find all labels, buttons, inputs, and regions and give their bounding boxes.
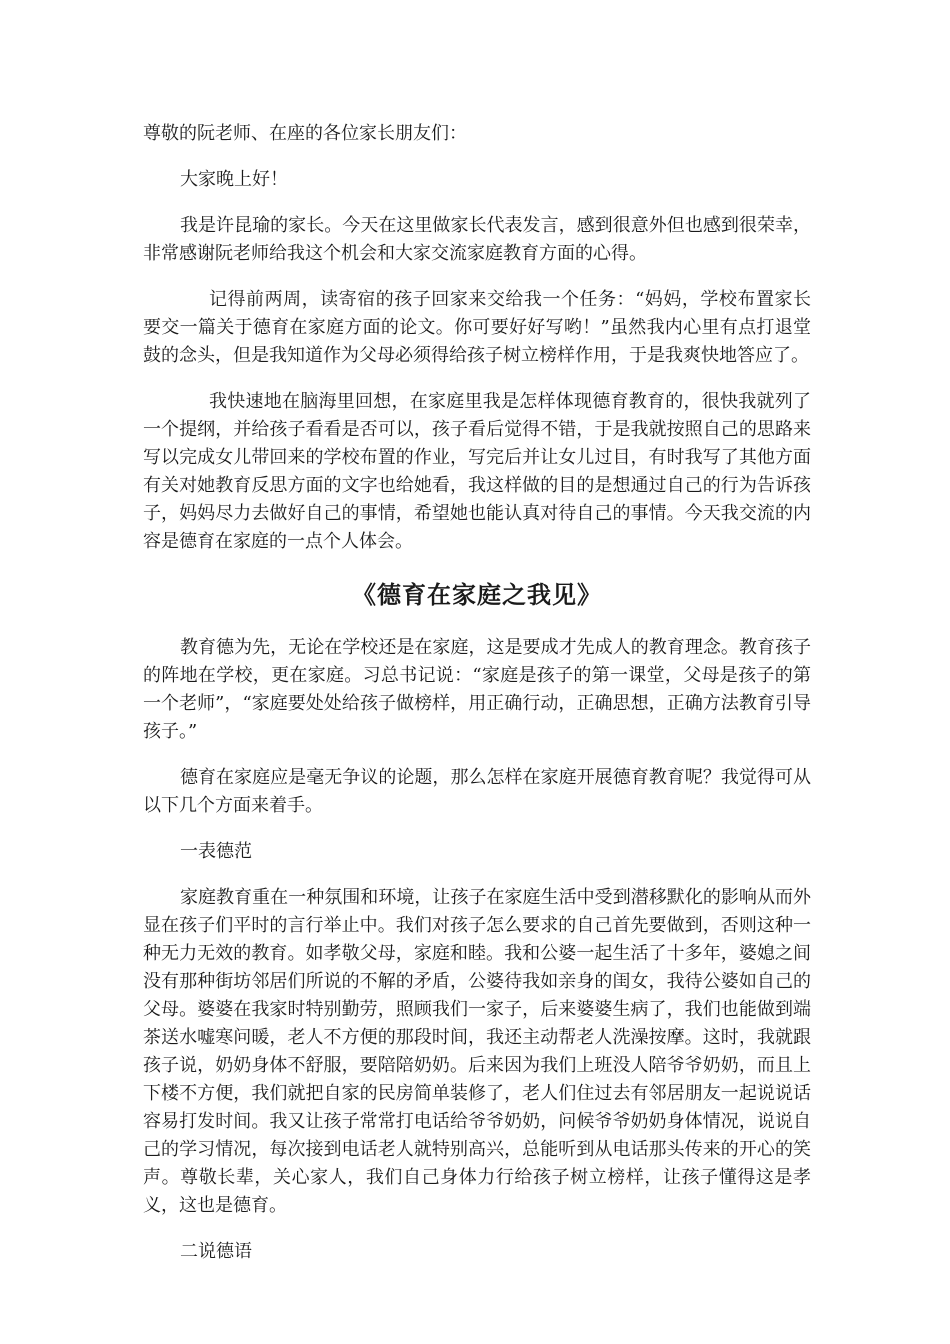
- salutation: 尊敬的阮老师、在座的各位家长朋友们：: [143, 123, 467, 144]
- greeting: 大家晚上好！: [180, 169, 288, 190]
- essay-paragraph-1: 教育德为先，无论在学校还是在家庭，这是要成才先成人的教育理念。教育孩子的阵地在学校，更在家庭。习总书记说：“家庭是孩子的第一课堂，父母是孩子的第一个老师”，“家庭要处处给孩子做榜样，用正确行动，正确思想，正确方法教育引导孩子。”: [143, 637, 811, 742]
- essay-paragraph-2: 德育在家庭应是毫无争议的论题，那么怎样在家庭开展德育教育呢？我觉得可从以下几个方面来着手。: [143, 767, 811, 816]
- intro-paragraph-1: 我是许昆瑜的家长。今天在这里做家长代表发言，感到很意外但也感到很荣幸，非常感谢阮老师给我这个机会和大家交流家庭教育方面的心得。: [143, 215, 811, 264]
- intro-paragraph-3: 我快速地在脑海里回想，在家庭里我是怎样体现德育教育的，很快我就列了一个提纲，并给孩子看看是否可以，孩子看后觉得不错，于是我就按照自己的思路来写以完成女儿带回来的学校布置的作业，写完后并让女儿过目，有时我写了其他方面有关对她教育反思方面的文字也给她看，我这样做的目的是想通过自己的行为告诉孩子，妈妈尽力去做好自己的事情，希望她也能认真对待自己的事情。今天我交流的内容是德育在家庭的一点个人体会。: [143, 391, 811, 552]
- essay-title: 《德育在家庭之我见》: [352, 581, 602, 609]
- document-page: [143, 120, 811, 1266]
- intro-paragraph-2: 记得前两周，读寄宿的孩子回家来交给我一个任务：“妈妈，学校布置家长要交一篇关于德育在家庭方面的论文。你可要好好写哟！”虽然我内心里有点打退堂鼓的念头，但是我知道作为父母必须得给孩子树立榜样作用，于是我爽快地答应了。: [143, 289, 811, 366]
- section-body-1: 家庭教育重在一种氛围和环境，让孩子在家庭生活中受到潜移默化的影响从而外显在孩子们平时的言行举止中。我们对孩子怎么要求的自己首先要做到，否则这种一种无力无效的教育。如孝敬父母，家庭和睦。我和公婆一起生活了十多年，婆媳之间没有那种街坊邻居们所说的不解的矛盾，公婆待我如亲身的闺女，我待公婆如自己的父母。婆婆在我家时特别勤劳，照顾我们一家子，后来婆婆生病了，我们也能做到端茶送水嘘寒问暖，老人不方便的那段时间，我还主动帮老人洗澡按摩。这时，我就跟孩子说，奶奶身体不舒服，要陪陪奶奶。后来因为我们上班没人陪爷爷奶奶，而且上下楼不方便，我们就把自家的民房简单装修了，老人们住过去有邻居朋友一起说说话容易打发时间。我又让孩子常常打电话给爷爷奶奶，问候爷爷奶奶身体情况，说说自己的学习情况，每次接到电话老人就特别高兴，总能听到从电话那头传来的开心的笑声。尊敬长辈，关心家人，我们自己身体力行给孩子树立榜样，让孩子懂得这是孝义，这也是德育。: [143, 887, 811, 1216]
- section-heading-1: 一表德范: [180, 841, 252, 862]
- section-heading-2: 二说德语: [180, 1241, 252, 1262]
